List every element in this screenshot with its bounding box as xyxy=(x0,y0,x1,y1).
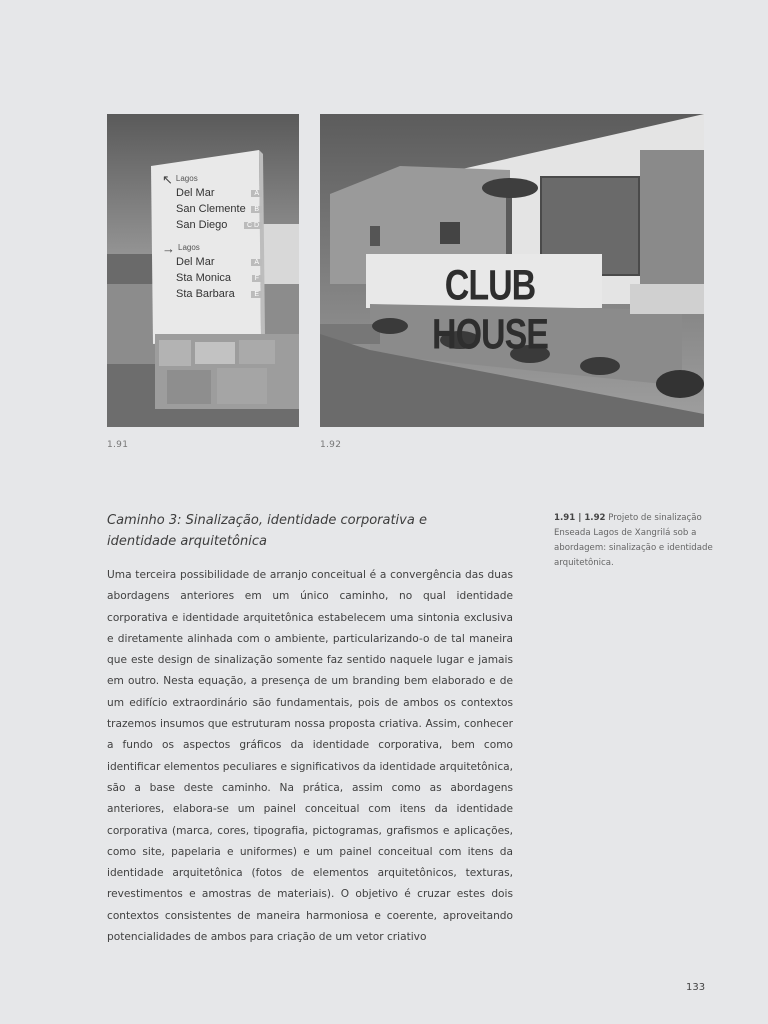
figure-number-1-92: 1.92 xyxy=(320,440,342,450)
figure-1-92-photo xyxy=(320,114,704,427)
figure-number-1-91: 1.91 xyxy=(107,440,129,450)
sign-row: Sta Monica F xyxy=(176,270,262,286)
caption-text: Projeto de sinalização Enseada Lagos de Xangrilá sob a abordagem: sinalização e identidade arquitetônica. xyxy=(554,513,713,568)
body-paragraph: Uma terceira possibilidade de arranjo conceitual é a convergência das duas abordagens anteriores em um único caminho, no qual identidade corporativa e identidade arquitetônica estabelecem uma sintonia exclusiva e diretamente alinhada com o ambiente, particularizando-o de tal maneira que este design de sinalização somente faz sentido naquele lugar e jamais em outro. Nesta equação, a presença de um branding bem elaborado e de um edifício extraordinário são fundamentais, pois de ambos os contextos trazemos insumos que estruturam nossa proposta criativa. Assim, conhecer a fundo os aspectos gráficos da identidade corporativa, bem como identificar elementos peculiares e significativos da identidade arquitetônica, são a base deste caminho. Na prática, assim como as abordagens anteriores, elabora-se um painel conceitual com itens da identidade corporativa (marca, cores, tipografia, pictogramas, grafismos e aplicações, como site, papelaria e uniformes) e um painel conceitual com itens da identidade arquitetônica (fotos de elementos arquitetônicos, texturas, revestimentos e amostras de materiais). O objetivo é cruzar estes dois contextos consistentes de maneira harmoniosa e coerente, aproveitando potencialidades de ambos para criação de um vetor criativo xyxy=(107,569,513,944)
sign-heading: Lagos xyxy=(175,174,198,183)
sign-tag: E xyxy=(251,291,262,298)
figure-1-91-photo xyxy=(107,114,299,427)
arrow-right-icon: → xyxy=(162,241,175,256)
sign-tag: B xyxy=(251,206,262,213)
sign-tag: A xyxy=(251,190,262,197)
caption-reference: 1.91 | 1.92 xyxy=(554,513,606,523)
sign-tag: F xyxy=(252,275,262,282)
page-number: 133 xyxy=(686,982,706,993)
sign-heading: Lagos xyxy=(178,243,200,252)
arrow-up-left-icon: ↖ xyxy=(162,172,173,187)
sign-tag: A xyxy=(251,259,262,266)
sign-tag: C D xyxy=(244,222,262,229)
sign-row: Del Mar A xyxy=(176,185,262,201)
sign-row: Del Mar A xyxy=(176,254,262,270)
sign-row: San Diego C D xyxy=(176,217,262,233)
section-title: Caminho 3: Sinalização, identidade corporativa e identidade arquitetônica xyxy=(107,513,427,549)
figure-caption xyxy=(554,511,714,571)
sign-row: Sta Barbara E xyxy=(176,286,262,302)
sign-row: San Clemente B xyxy=(176,201,262,217)
sign-text-block xyxy=(162,174,262,302)
club-house-sign-text: CLUB HOUSE xyxy=(432,262,548,359)
